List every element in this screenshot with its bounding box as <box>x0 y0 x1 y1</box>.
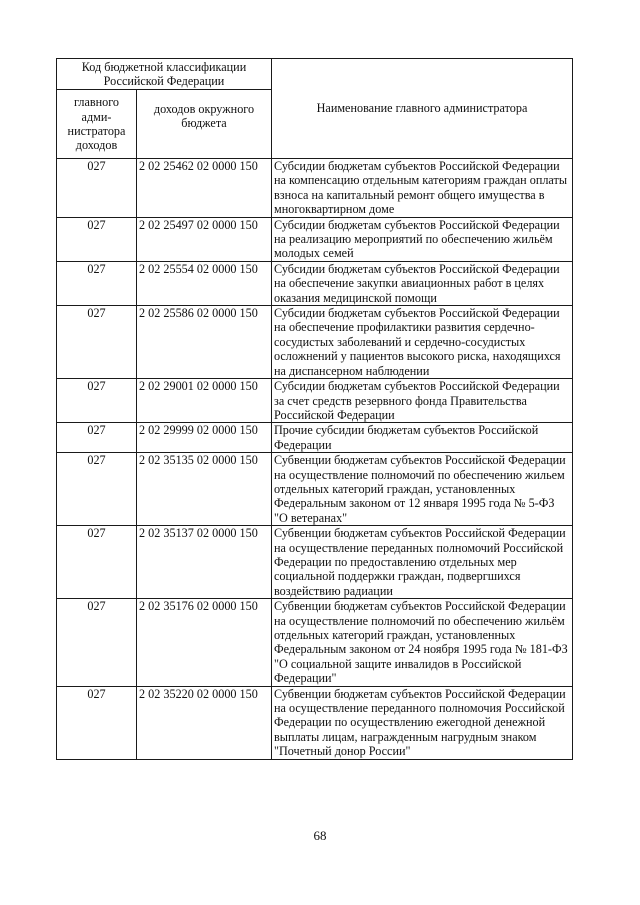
administrator-name-cell: Субсидии бюджетам субъектов Российской Федерации на обеспечение профилактики развития сердечно-сосудистых заболеваний и сердечно-сосудистых осложнений у пациентов высокого риска, находящихся на диспансерном наблюдении <box>272 306 573 379</box>
table-header-row-1 <box>57 59 573 90</box>
administrator-name-cell: Субвенции бюджетам субъектов Российской Федерации на осуществление полномочий по обеспечению жильем отдельных категорий граждан, установленных Федеральным законом от 12 января 1995 года № 5-ФЗ "О ветеранах" <box>272 453 573 526</box>
table-header <box>57 59 573 159</box>
administrator-name-cell: Субвенции бюджетам субъектов Российской Федерации на осуществление переданного полномочия Российской Федерации по осуществлению ежегодной денежной выплаты лицам, награжденным нагрудным знаком "Почетный донор России" <box>272 686 573 759</box>
revenue-code-cell: 2 02 35137 02 0000 150 <box>137 526 272 599</box>
revenue-code-cell: 2 02 29999 02 0000 150 <box>137 423 272 453</box>
admin-code-cell: 027 <box>57 217 137 261</box>
administrator-name-cell: Субсидии бюджетам субъектов Российской Федерации на реализацию мероприятий по обеспечению жильём молодых семей <box>272 217 573 261</box>
admin-code-cell: 027 <box>57 261 137 305</box>
budget-classification-table <box>56 58 573 760</box>
table-row <box>57 526 573 599</box>
revenue-code-cell: 2 02 29001 02 0000 150 <box>137 379 272 423</box>
admin-code-cell: 027 <box>57 423 137 453</box>
table-row <box>57 261 573 305</box>
table-row <box>57 159 573 218</box>
admin-code-cell: 027 <box>57 599 137 686</box>
revenue-code-cell: 2 02 35176 02 0000 150 <box>137 599 272 686</box>
table-body <box>57 159 573 760</box>
administrator-name-cell: Субсидии бюджетам субъектов Российской Федерации на обеспечение закупки авиационных работ в целях оказания медицинской помощи <box>272 261 573 305</box>
page-number: 68 <box>313 828 327 843</box>
table-row <box>57 306 573 379</box>
admin-code-cell: 027 <box>57 526 137 599</box>
administrator-name-cell: Субсидии бюджетам субъектов Российской Федерации за счет средств резервного фонда Правительства Российской Федерации <box>272 379 573 423</box>
administrator-name-cell: Субвенции бюджетам субъектов Российской Федерации на осуществление переданных полномочий Российской Федерации по предоставлению отдельных мер социальной поддержки граждан, подвергшихся воздействию радиации <box>272 526 573 599</box>
table-row <box>57 217 573 261</box>
table-row <box>57 686 573 759</box>
administrator-name-cell: Субсидии бюджетам субъектов Российской Федерации на компенсацию отдельным категориям граждан оплаты взноса на капитальный ремонт общего имущества в многоквартирном доме <box>272 159 573 218</box>
table-row <box>57 599 573 686</box>
table-row <box>57 423 573 453</box>
chief-administrator-header: главного адми-нистратора доходов <box>57 90 137 159</box>
revenue-code-cell: 2 02 35135 02 0000 150 <box>137 453 272 526</box>
revenue-code-cell: 2 02 25462 02 0000 150 <box>137 159 272 218</box>
classification-code-header: Код бюджетной классификации Российской Федерации <box>57 59 272 90</box>
administrator-name-cell: Субвенции бюджетам субъектов Российской Федерации на осуществление полномочий по обеспечению жильём отдельных категорий граждан, установленных Федеральным законом от 24 ноября 1995 года № 181-ФЗ "О социальной защите инвалидов в Российской Федерации" <box>272 599 573 686</box>
revenue-code-header: доходов окружного бюджета <box>137 90 272 159</box>
table-row <box>57 379 573 423</box>
admin-code-cell: 027 <box>57 686 137 759</box>
revenue-code-cell: 2 02 25586 02 0000 150 <box>137 306 272 379</box>
admin-code-cell: 027 <box>57 453 137 526</box>
revenue-code-cell: 2 02 25497 02 0000 150 <box>137 217 272 261</box>
administrator-name-header: Наименование главного администратора <box>272 59 573 159</box>
admin-code-cell: 027 <box>57 379 137 423</box>
administrator-name-cell: Прочие субсидии бюджетам субъектов Российской Федерации <box>272 423 573 453</box>
table-row <box>57 453 573 526</box>
admin-code-cell: 027 <box>57 159 137 218</box>
revenue-code-cell: 2 02 25554 02 0000 150 <box>137 261 272 305</box>
admin-code-cell: 027 <box>57 306 137 379</box>
revenue-code-cell: 2 02 35220 02 0000 150 <box>137 686 272 759</box>
